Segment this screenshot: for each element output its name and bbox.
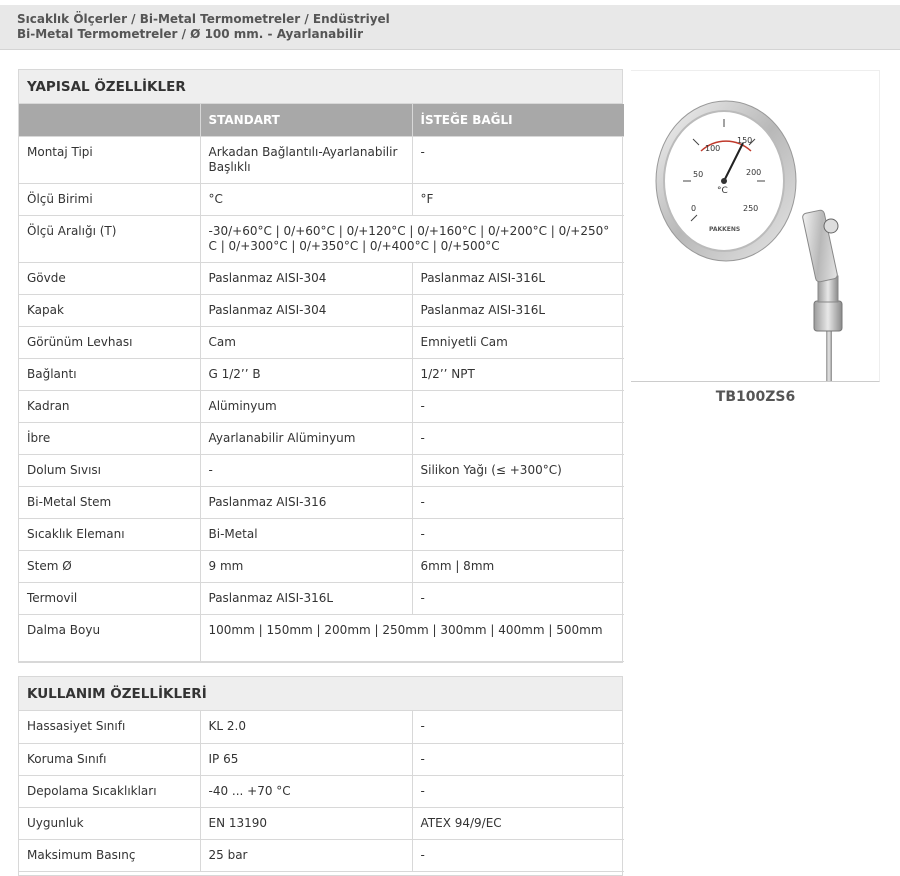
row-label: Bağlantı [19, 358, 200, 390]
tick-label: 0 [691, 204, 697, 213]
table-row [19, 183, 624, 215]
breadcrumb-line-1[interactable]: Sıcaklık Ölçerler / Bi-Metal Termometreler / Endüstriyel [17, 12, 390, 26]
thermometer-image [631, 71, 880, 383]
row-label: Stem Ø [19, 550, 200, 582]
structural-section [18, 69, 623, 663]
row-label: Görünüm Levhası [19, 326, 200, 358]
row-label: İbre [19, 422, 200, 454]
row-label: Bi-Metal Stem [19, 486, 200, 518]
row-optional: 6mm | 8mm [412, 550, 624, 582]
row-label: Uygunluk [19, 807, 200, 839]
table-row [19, 294, 624, 326]
row-standard: Paslanmaz AISI-316 [200, 486, 412, 518]
row-optional: - [412, 711, 624, 743]
table-row [19, 486, 624, 518]
tick-label: 150 [737, 136, 753, 145]
row-optional: Paslanmaz AISI-316L [412, 262, 624, 294]
table-row [19, 839, 624, 871]
tick-label: 250 [743, 204, 759, 213]
row-standard: Alüminyum [200, 390, 412, 422]
row-optional: - [412, 136, 624, 183]
row-label: Sıcaklık Elemanı [19, 518, 200, 550]
row-optional: °F [412, 183, 624, 215]
table-row [19, 743, 624, 775]
row-optional: Emniyetli Cam [412, 326, 624, 358]
breadcrumb-line-2[interactable]: Bi-Metal Termometreler / Ø 100 mm. - Ayarlanabilir [17, 27, 364, 41]
header-empty [19, 104, 200, 136]
breadcrumb [0, 5, 900, 50]
row-standard: 100mm | 150mm | 200mm | 250mm | 300mm | 400mm | 500mm [200, 614, 624, 661]
row-optional: - [412, 582, 624, 614]
product-code: TB100ZS6 [715, 389, 796, 405]
row-standard: KL 2.0 [200, 711, 412, 743]
header-standard: STANDART [200, 104, 412, 136]
row-optional: - [412, 486, 624, 518]
row-optional: Silikon Yağı (≤ +300°C) [412, 454, 624, 486]
row-optional: 1/2’’ NPT [412, 358, 624, 390]
table-row [19, 454, 624, 486]
row-label: Kapak [19, 294, 200, 326]
row-label: Koruma Sınıfı [19, 743, 200, 775]
row-label: Maksimum Basınç [19, 839, 200, 871]
row-optional: - [412, 390, 624, 422]
row-label: Dolum Sıvısı [19, 454, 200, 486]
row-optional: - [412, 775, 624, 807]
table-row [19, 422, 624, 454]
table-header-row [19, 104, 624, 136]
row-standard: Bi-Metal [200, 518, 412, 550]
row-standard: Cam [200, 326, 412, 358]
row-optional: - [412, 743, 624, 775]
brand-label: PAKKENS [709, 226, 741, 233]
table-row [19, 775, 624, 807]
tick-label: 100 [705, 144, 721, 153]
usage-table [19, 711, 624, 872]
row-label: Termovil [19, 582, 200, 614]
row-standard: °C [200, 183, 412, 215]
hinge-screw [824, 219, 838, 233]
table-row [19, 358, 624, 390]
row-label: Kadran [19, 390, 200, 422]
table-row [19, 807, 624, 839]
row-optional: - [412, 839, 624, 871]
row-standard: Paslanmaz AISI-316L [200, 582, 412, 614]
needle-pivot [721, 178, 727, 184]
row-standard: IP 65 [200, 743, 412, 775]
table-row [19, 326, 624, 358]
hex-fitting [814, 301, 842, 331]
tick-label: 50 [693, 170, 704, 179]
row-standard: Paslanmaz AISI-304 [200, 294, 412, 326]
table-row [19, 550, 624, 582]
table-row [19, 614, 624, 661]
table-row [19, 136, 624, 183]
row-label: Montaj Tipi [19, 136, 200, 183]
row-standard: -40 ... +70 °C [200, 775, 412, 807]
table-row [19, 711, 624, 743]
table-row [19, 518, 624, 550]
row-standard: - [200, 454, 412, 486]
row-optional: Paslanmaz AISI-316L [412, 294, 624, 326]
unit-label: °C [717, 186, 728, 196]
row-optional: - [412, 518, 624, 550]
table-row [19, 582, 624, 614]
table-row [19, 262, 624, 294]
row-optional: - [412, 422, 624, 454]
row-label: Dalma Boyu [19, 614, 200, 661]
row-standard: Ayarlanabilir Alüminyum [200, 422, 412, 454]
header-optional: İSTEĞE BAĞLI [412, 104, 624, 136]
row-label: Ölçü Birimi [19, 183, 200, 215]
table-row [19, 215, 624, 262]
row-optional: ATEX 94/9/EC [412, 807, 624, 839]
row-standard: Arkadan Bağlantılı-Ayarlanabilir Başlıklı [200, 136, 412, 183]
row-standard: G 1/2’’ B [200, 358, 412, 390]
row-standard: 9 mm [200, 550, 412, 582]
product-image-box[interactable] [631, 70, 880, 382]
usage-section [18, 676, 623, 876]
usage-title: KULLANIM ÖZELLİKLERİ [19, 677, 622, 711]
structural-title: YAPISAL ÖZELLİKLER [19, 70, 622, 104]
row-label: Gövde [19, 262, 200, 294]
row-label: Hassasiyet Sınıfı [19, 711, 200, 743]
tick-label: 200 [746, 168, 762, 177]
row-label: Ölçü Aralığı (T) [19, 215, 200, 262]
table-row [19, 390, 624, 422]
row-standard: Paslanmaz AISI-304 [200, 262, 412, 294]
row-standard: 25 bar [200, 839, 412, 871]
row-standard: -30/+60°C | 0/+60°C | 0/+120°C | 0/+160°C | 0/+200°C | 0/+250°C | 0/+300°C | 0/+350°C | 0/+400°C | 0/+500°C [200, 215, 624, 262]
row-label: Depolama Sıcaklıkları [19, 775, 200, 807]
row-standard: EN 13190 [200, 807, 412, 839]
structural-table [19, 104, 624, 662]
